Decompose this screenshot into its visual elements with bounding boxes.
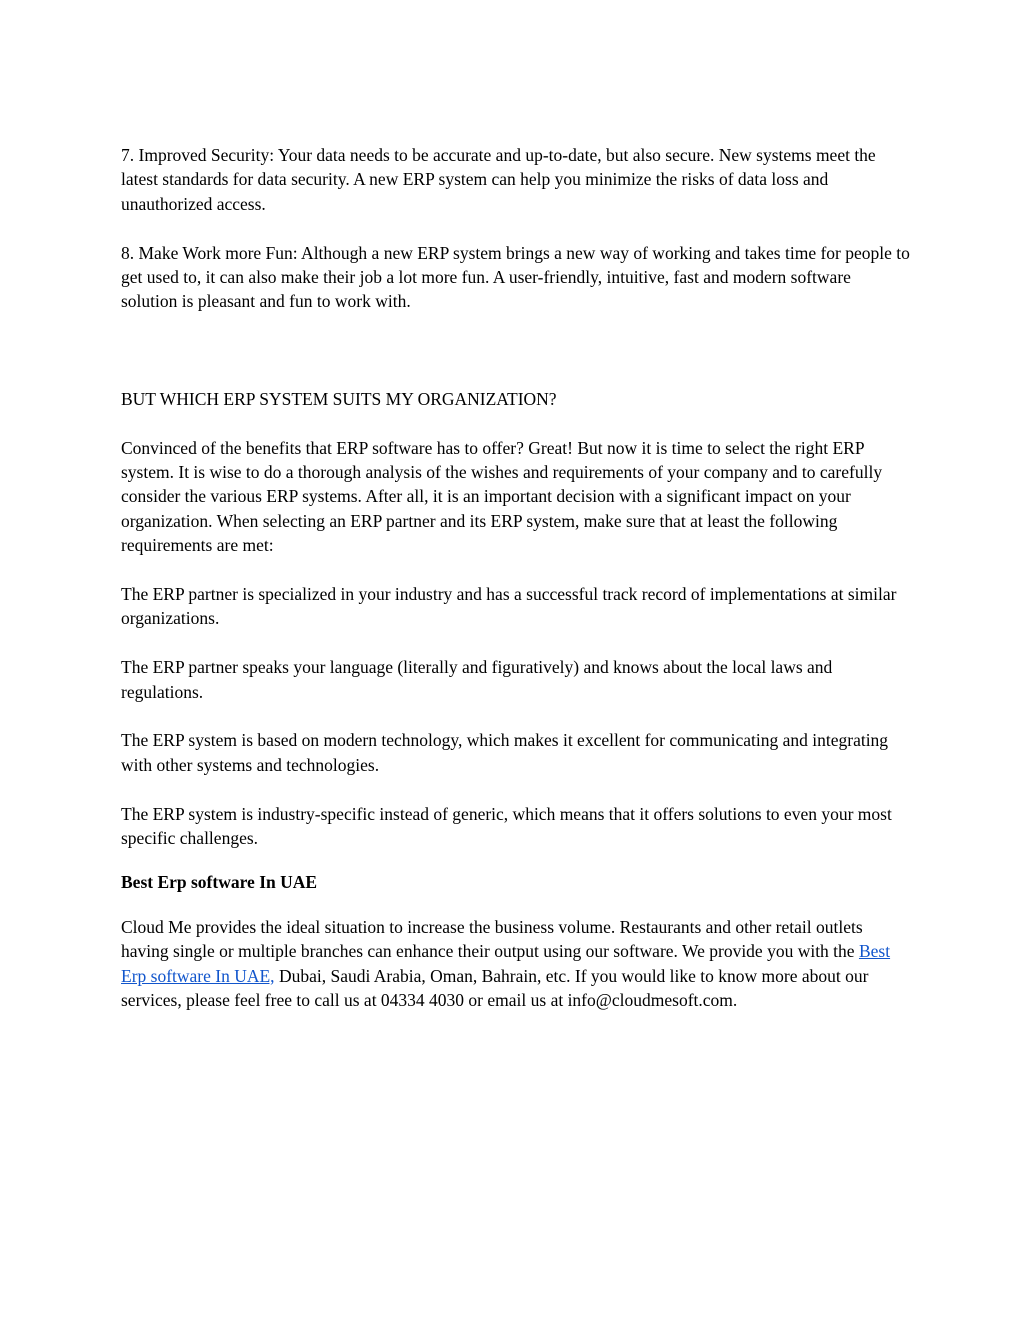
- requirement-modern-technology: The ERP system is based on modern technology, which makes it excellent for communicating and integrating with other systems and technologies.: [121, 730, 889, 775]
- closing-text-after-link: Dubai, Saudi Arabia, Oman, Bahrain, etc. If you would like to know more about our services, please feel free to call us at 04334 4030 or email us at info@cloudmesoft.com.: [121, 965, 869, 1011]
- requirement-industry-specific: The ERP system is industry-specific instead of generic, which means that it offers solutions to even your most specific challenges.: [121, 803, 892, 849]
- requirement-language-laws: The ERP partner speaks your language (literally and figuratively) and knows about the local laws and regulations.: [121, 657, 833, 702]
- closing-text-before-link: Cloud Me provides the ideal situation to increase the business volume. Restaurants and other retail outlets having single or multiple branches can enhance their output using our software. We provide you with the: [121, 916, 863, 962]
- requirement-industry-specialization: The ERP partner is specialized in your industry and has a successful track record of implementations at similar organizations.: [121, 584, 897, 629]
- paragraph-intro-requirements: Convinced of the benefits that ERP software has to offer? Great! But now it is time to select the right ERP system. It is wise to do a thorough analysis of the wishes and requirements of your company and to carefully consider the various ERP systems. After all, it is an important decision with a significant impact on your organization. When selecting an ERP partner and its ERP system, make sure that at least the following requirements are met:: [121, 437, 883, 556]
- document-body: [121, 143, 911, 1013]
- paragraph-make-work-fun: 8. Make Work more Fun: Although a new ERP system brings a new way of working and takes time for people to get used to, it can also make their job a lot more fun. A user-friendly, intuitive, fast and modern software solution is pleasant and fun to work with.: [121, 242, 910, 312]
- best-erp-software-link[interactable]: Best Erp software In UAE,: [121, 941, 891, 986]
- paragraph-closing: [121, 915, 911, 1013]
- paragraph-improved-security: 7. Improved Security: Your data needs to be accurate and up-to-date, but also secure. New systems meet the latest standards for data security. A new ERP system can help you minimize the risks of data loss and unauthorized access.: [121, 145, 876, 214]
- bold-heading: Best Erp software In UAE: [121, 872, 318, 893]
- section-heading: BUT WHICH ERP SYSTEM SUITS MY ORGANIZATION?: [121, 388, 557, 409]
